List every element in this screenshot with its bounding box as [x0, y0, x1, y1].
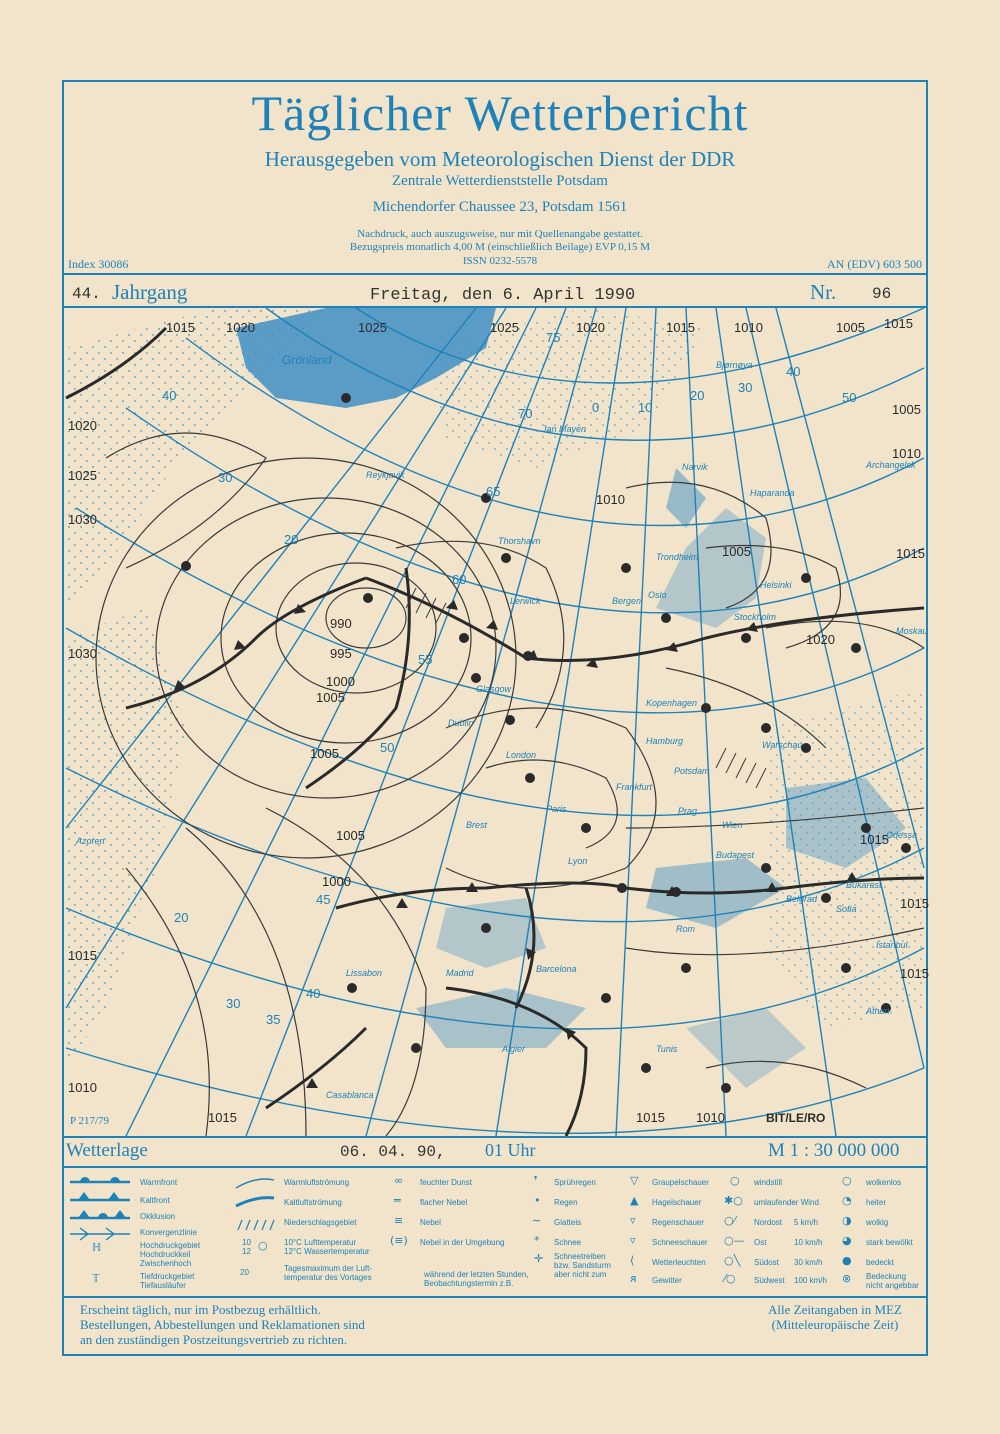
lat-label: 40 [306, 986, 321, 1001]
place-label: Budapest [716, 850, 755, 860]
issue-number-label: Nr. [810, 280, 837, 304]
legend-heiter: heiter [866, 1198, 887, 1207]
pressure-label: 1010 [696, 1110, 725, 1125]
variable-wind-icon: ✱○ [724, 1194, 743, 1207]
hail-icon: ▲ [630, 1194, 639, 1207]
legend-letzte-stunden: während der letzten Stunden, [424, 1270, 529, 1279]
footer-line: an den zuständigen Postzeitungsvertrieb zu richten. [80, 1332, 348, 1347]
place-label: Thorshavn [498, 536, 541, 546]
lon-label: 50 [842, 390, 857, 405]
place-label: Tunis [656, 1044, 678, 1054]
issue-date: Freitag, den 6. April 1990 [370, 286, 636, 305]
footer-line: Erscheint täglich, nur im Postbezug erhältlich. [80, 1302, 321, 1317]
place-label: Barcelona [536, 964, 577, 974]
cloud-obscured-icon: ⊗ [842, 1272, 852, 1285]
legend-speed-10: 10 km/h [794, 1238, 823, 1247]
pressure-label: 1015 [896, 546, 925, 561]
place-label: Dublin [448, 718, 474, 728]
wind-se-icon: ○╲ [724, 1254, 741, 1267]
legend-dunst: feuchter Dunst [420, 1178, 473, 1187]
pressure-label: 1020 [226, 320, 255, 335]
place-label: Moskau [896, 626, 928, 636]
calm-icon: ○ [730, 1174, 740, 1187]
legend-tiefdruckgebiet: Tiefdruckgebiet [140, 1272, 195, 1281]
legend [64, 1168, 926, 1294]
legend-bedeckung: Bedeckung [866, 1272, 907, 1281]
issue-number: 96 [872, 285, 892, 303]
map-date: 06. 04. 90, [340, 1143, 446, 1161]
pressure-label: 1010 [734, 320, 763, 335]
pressure-label: 1015 [860, 832, 889, 847]
snow-shower-icon: ▿ [630, 1234, 636, 1247]
legend-speed-5: 5 km/h [794, 1218, 819, 1227]
place-label: Haparanda [750, 488, 795, 498]
shallow-fog-icon: ═ [394, 1194, 401, 1207]
place-label: Prag [678, 806, 698, 816]
wind-e-icon: ○— [724, 1234, 745, 1247]
year-number: 44. [72, 285, 101, 303]
place-label: Trondheim [656, 552, 699, 562]
footer-line: (Mitteleuropäische Zeit) [771, 1317, 899, 1332]
place-label: Wien [722, 820, 743, 830]
office-line: Zentrale Wetterdienststelle Potsdam [392, 173, 608, 189]
legend-gewitter: Gewitter [652, 1276, 682, 1285]
legend-wolkig: wolkig [866, 1218, 889, 1227]
pressure-label: 1015 [68, 948, 97, 963]
legend-aber-nicht: aber nicht zum [554, 1270, 607, 1279]
legend-suedwest: Südwest [754, 1276, 785, 1285]
legend-flacher-nebel: flacher Nebel [420, 1198, 468, 1207]
place-label: Helsinki [760, 580, 792, 590]
pressure-label: 1020 [68, 418, 97, 433]
cloud-fair-icon: ◔ [842, 1194, 852, 1207]
place-label: Odessa [886, 830, 918, 840]
thunderstorm-icon: ᴙ [630, 1272, 637, 1285]
legend-graupel: Graupelschauer [652, 1178, 709, 1187]
legend-schnee: Schnee [554, 1238, 582, 1247]
legend-bedeckt: bedeckt [866, 1258, 895, 1267]
place-label: Sofia [836, 904, 857, 914]
weather-map [66, 308, 929, 1136]
legend-hochdruckkeil: Hochdruckkeil [140, 1250, 191, 1259]
pressure-label: 1020 [806, 632, 835, 647]
cloud-partly-icon: ◑ [842, 1214, 852, 1227]
legend-hagel: Hagelschauer [652, 1198, 702, 1207]
pressure-label: 1015 [166, 320, 195, 335]
station-circle-icon: ○ [258, 1239, 268, 1252]
pressure-label: 1025 [68, 468, 97, 483]
place-label: Rom [676, 924, 696, 934]
place-label: Reykjavik [366, 470, 405, 480]
rain-shower-icon: ▿ [630, 1214, 636, 1227]
footer-subscription [80, 1302, 365, 1347]
header-divider [64, 273, 926, 275]
place-label: Grönland [282, 353, 332, 367]
legend-niederschlag: Niederschlagsgebiet [284, 1218, 357, 1227]
haze-icon: ∞ [394, 1174, 404, 1187]
low-pressure-icon: 𝕋 [92, 1272, 100, 1285]
place-label: Narvik [682, 462, 708, 472]
place-label: Stockholm [734, 612, 777, 622]
legend-speed-30: 30 km/h [794, 1258, 823, 1267]
drizzle-icon: ❜ [534, 1174, 538, 1187]
fog-icon: ≡ [394, 1214, 404, 1227]
place-label: Oslo [648, 590, 667, 600]
legend-okklusion: Okklusion [140, 1212, 176, 1221]
legend-tiefauslaeufer: Tiefausläufer [140, 1281, 186, 1290]
lon-label: 30 [218, 470, 233, 485]
place-label: Bjørnøya [716, 360, 753, 370]
pressure-label: 1010 [596, 492, 625, 507]
place-label: London [506, 750, 537, 760]
place-label: Jan Mayen [542, 424, 587, 434]
rain-icon: • [534, 1194, 541, 1207]
place-label: Bukarest [846, 880, 882, 890]
drifting-snow-icon: ✛ [534, 1252, 544, 1265]
pressure-label: 1005 [722, 544, 751, 559]
place-label: Belgrad [786, 894, 818, 904]
pressure-label: 1005 [316, 690, 345, 705]
legend-regen: Regen [554, 1198, 578, 1207]
pressure-label: 1015 [900, 966, 929, 981]
place-label: Hamburg [646, 736, 684, 746]
place-label: Bergen [612, 596, 642, 606]
pressure-label: 1030 [68, 646, 97, 661]
lat-label: 60 [452, 572, 467, 587]
place-label: Casablanca [326, 1090, 374, 1100]
pressure-label: 1010 [892, 446, 921, 461]
pressure-label: 1015 [900, 896, 929, 911]
footer-divider [64, 1296, 926, 1298]
lon-label: 10 [638, 400, 653, 415]
price-note: Bezugspreis monatlich 4,00 M (einschließlich Beilage) EVP 0,15 M [349, 241, 651, 253]
footer-line: Bestellungen, Abbestellungen und Reklamationen sind [80, 1317, 365, 1332]
lon-label: 40 [162, 388, 177, 403]
lat-label: 55 [418, 652, 433, 667]
place-label: Azoren [76, 836, 105, 846]
legend-schneetreiben: Schneetreiben [554, 1252, 606, 1261]
place-label: Paris [546, 804, 567, 814]
pressure-label: 1000 [322, 874, 351, 889]
legend-wassertemp: 12°C Wassertemperatur [284, 1247, 370, 1256]
legend-suedost: Südost [754, 1258, 779, 1267]
wind-sw-icon: ⁄○ [724, 1272, 736, 1285]
legend-warmfront: Warmfront [140, 1178, 178, 1187]
pressure-label: 1005 [892, 402, 921, 417]
legend-warmluft: Warmluftströmung [284, 1178, 350, 1187]
legend-stark-bewoelkt: stark bewölkt [866, 1238, 913, 1247]
page-title: Täglicher Wetterbericht [251, 85, 749, 141]
pressure-label: 1015 [636, 1110, 665, 1125]
place-label: Potsdam [674, 766, 710, 776]
place-label: Athen [866, 1006, 890, 1016]
legend-sandsturm: bzw. Sandsturm [554, 1261, 611, 1270]
address-line: Michendorfer Chaussee 23, Potsdam 1561 [372, 199, 628, 215]
legend-nebel-umgebung: Nebel in der Umgebung [420, 1238, 505, 1247]
map-time: 01 Uhr [485, 1140, 536, 1160]
reprint-note: Nachdruck, auch auszugsweise, nur mit Quellenangabe gestattet. [357, 228, 643, 240]
pressure-label: 1005 [836, 320, 865, 335]
place-label: Glasgow [476, 684, 512, 694]
legend-nebel: Nebel [420, 1218, 441, 1227]
year-label: Jahrgang [112, 280, 188, 304]
front-legend-symbols [70, 1174, 130, 1284]
place-label: Warschau [762, 740, 803, 750]
lat-label: 65 [486, 484, 501, 499]
place-label: Madrid [446, 968, 474, 978]
wind-ne-icon: ○⁄ [724, 1214, 736, 1227]
place-label: Frankfurt [616, 782, 653, 792]
pressure-label: 1005 [310, 746, 339, 761]
airflow-legend-symbols [234, 1174, 278, 1238]
lon-label: 40 [786, 364, 801, 379]
lon-label: 20 [284, 532, 299, 547]
lat-label: 70 [518, 406, 533, 421]
place-label: Lerwick [510, 596, 541, 606]
lon-label: 20 [690, 388, 705, 403]
fog-vicinity-icon: (≡) [390, 1234, 408, 1247]
lat-label: 75 [546, 330, 561, 345]
legend-tagesmax: Tagesmaximum der Luft- [284, 1264, 373, 1273]
place-label: Lyon [568, 856, 588, 866]
wetterlage-label: Wetterlage [66, 1140, 148, 1161]
pressure-label: 1025 [490, 320, 519, 335]
snow-icon: * [534, 1234, 540, 1247]
legend-glatteis: Glatteis [554, 1218, 582, 1227]
legend-kaltfront: Kaltfront [140, 1196, 170, 1205]
publisher-line: Herausgegeben vom Meteorologischen Dienst der DDR [264, 147, 736, 171]
pressure-label: 1025 [358, 320, 387, 335]
index-number: Index 30086 [68, 257, 129, 271]
legend-nordost: Nordost [754, 1218, 783, 1227]
pressure-label: 1015 [666, 320, 695, 335]
legend-temp-top: 10 [242, 1238, 251, 1247]
lon-label: 0 [592, 400, 600, 415]
legend-beobachtungstermin: Beobachtungstermin z.B. [424, 1279, 514, 1288]
high-pressure-icon: ℍ [92, 1241, 102, 1254]
cloud-overcast-icon: ● [842, 1254, 852, 1267]
pressure-label: 1000 [326, 674, 355, 689]
place-label: Kopenhagen [646, 698, 698, 708]
graupel-icon: ▽ [630, 1174, 639, 1187]
legend-schneeschauer: Schneeschauer [652, 1238, 708, 1247]
legend-konvergenzlinie: Konvergenzlinie [140, 1228, 197, 1237]
pressure-label: 1015 [884, 316, 913, 331]
legend-speed-100: 100 km/h [794, 1276, 827, 1285]
legend-regenschauer: Regenschauer [652, 1218, 705, 1227]
footer-line: Alle Zeitangaben in MEZ [768, 1302, 902, 1317]
pressure-label: 1015 [208, 1110, 237, 1125]
legend-tagesmax-2: temperatur des Vortages [284, 1273, 372, 1282]
lightning-icon: ⟨ [630, 1254, 635, 1267]
pressure-label: 1020 [576, 320, 605, 335]
legend-lufttemp: 10°C Lufttemperatur [284, 1238, 357, 1247]
pressure-label: 1005 [336, 828, 365, 843]
pressure-label: 1010 [68, 1080, 97, 1095]
legend-hochdruckgebiet: Hochdruckgebiet [140, 1241, 201, 1250]
map-bottom-divider [64, 1136, 926, 1138]
legend-ost: Ost [754, 1238, 767, 1247]
issn: ISSN 0232-5578 [462, 255, 538, 267]
legend-zwischenhoch: Zwischenhoch [140, 1259, 192, 1268]
legend-temp-bottom: 12 [242, 1247, 251, 1256]
pressure-label: 990 [330, 616, 352, 631]
legend-kaltluft: Kaltluftströmung [284, 1198, 342, 1207]
cloud-clear-icon: ○ [842, 1174, 852, 1187]
pressure-label: 995 [330, 646, 352, 661]
legend-windstill: windstill [754, 1178, 783, 1187]
pressure-label: 1030 [68, 512, 97, 527]
place-label: Brest [466, 820, 488, 830]
place-label: Algier [502, 1044, 526, 1054]
footer-timezone [760, 1302, 910, 1332]
map-stamp: BIT/LE/RO [766, 1111, 826, 1125]
legend-umlaufend: umlaufender Wind [754, 1198, 819, 1207]
cloud-mostly-icon: ◕ [842, 1234, 852, 1247]
legend-wolkenlos: wolkenlos [866, 1178, 902, 1187]
glaze-icon: ∼ [532, 1214, 542, 1227]
lon-label: 30 [738, 380, 753, 395]
an-code: AN (EDV) 603 500 [827, 257, 922, 271]
legend-spruehregen: Sprühregen [554, 1178, 596, 1187]
lon-label: 30 [226, 996, 241, 1011]
legend-max-value: 20 [240, 1268, 249, 1277]
lat-label: 45 [316, 892, 331, 907]
lat-label: 50 [380, 740, 395, 755]
legend-nicht-angebbar: nicht angebbar [866, 1281, 919, 1290]
legend-wetterleuchten: Wetterleuchten [652, 1258, 706, 1267]
place-label: Archangelsk [866, 460, 916, 470]
lat-label: 35 [266, 1012, 281, 1027]
place-label: Lissabon [346, 968, 383, 978]
lon-label: 20 [174, 910, 189, 925]
place-label: Istanbul [876, 940, 908, 950]
map-scale: M 1 : 30 000 000 [768, 1140, 900, 1161]
map-code: P 217/79 [70, 1115, 110, 1127]
